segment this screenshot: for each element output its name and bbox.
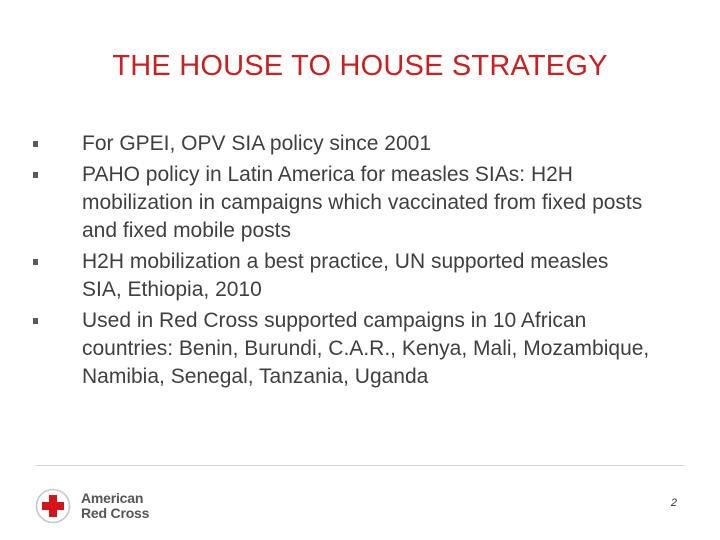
bullet-item — [33, 130, 653, 158]
bullet-text: Used in Red Cross supported campaigns in 10 African countries: Benin, Burundi, C.A.R., Kenya, Mali, Mozambique, Namibia, Senegal, Tanzania, Uganda — [82, 309, 650, 388]
logo-line-red-cross: Red Cross — [81, 505, 150, 521]
bullet-marker-icon — [33, 259, 38, 265]
bullet-marker-icon — [33, 141, 38, 147]
bullet-marker-icon — [33, 172, 38, 178]
logo-line-american: American — [81, 490, 144, 506]
bullet-text: PAHO policy in Latin America for measles SIAs: H2H mobilization in campaigns which vaccinated from fixed posts and fixed mobile posts — [82, 163, 643, 242]
bullet-text: For GPEI, OPV SIA policy since 2001 — [82, 132, 431, 155]
bullet-item — [33, 307, 653, 391]
bullet-item — [33, 248, 653, 304]
slide-title: THE HOUSE TO HOUSE STRATEGY — [112, 50, 608, 82]
red-cross-icon — [35, 488, 71, 524]
bullet-list — [33, 130, 653, 394]
bullet-text: H2H mobilization a best practice, UN supported measles SIA, Ethiopia, 2010 — [82, 250, 609, 301]
bullet-item — [33, 161, 653, 245]
american-red-cross-logo — [35, 488, 149, 524]
footer-divider — [35, 465, 685, 466]
page-number: 2 — [670, 497, 677, 509]
logo-wordmark — [81, 491, 149, 521]
bullet-marker-icon — [33, 318, 38, 324]
